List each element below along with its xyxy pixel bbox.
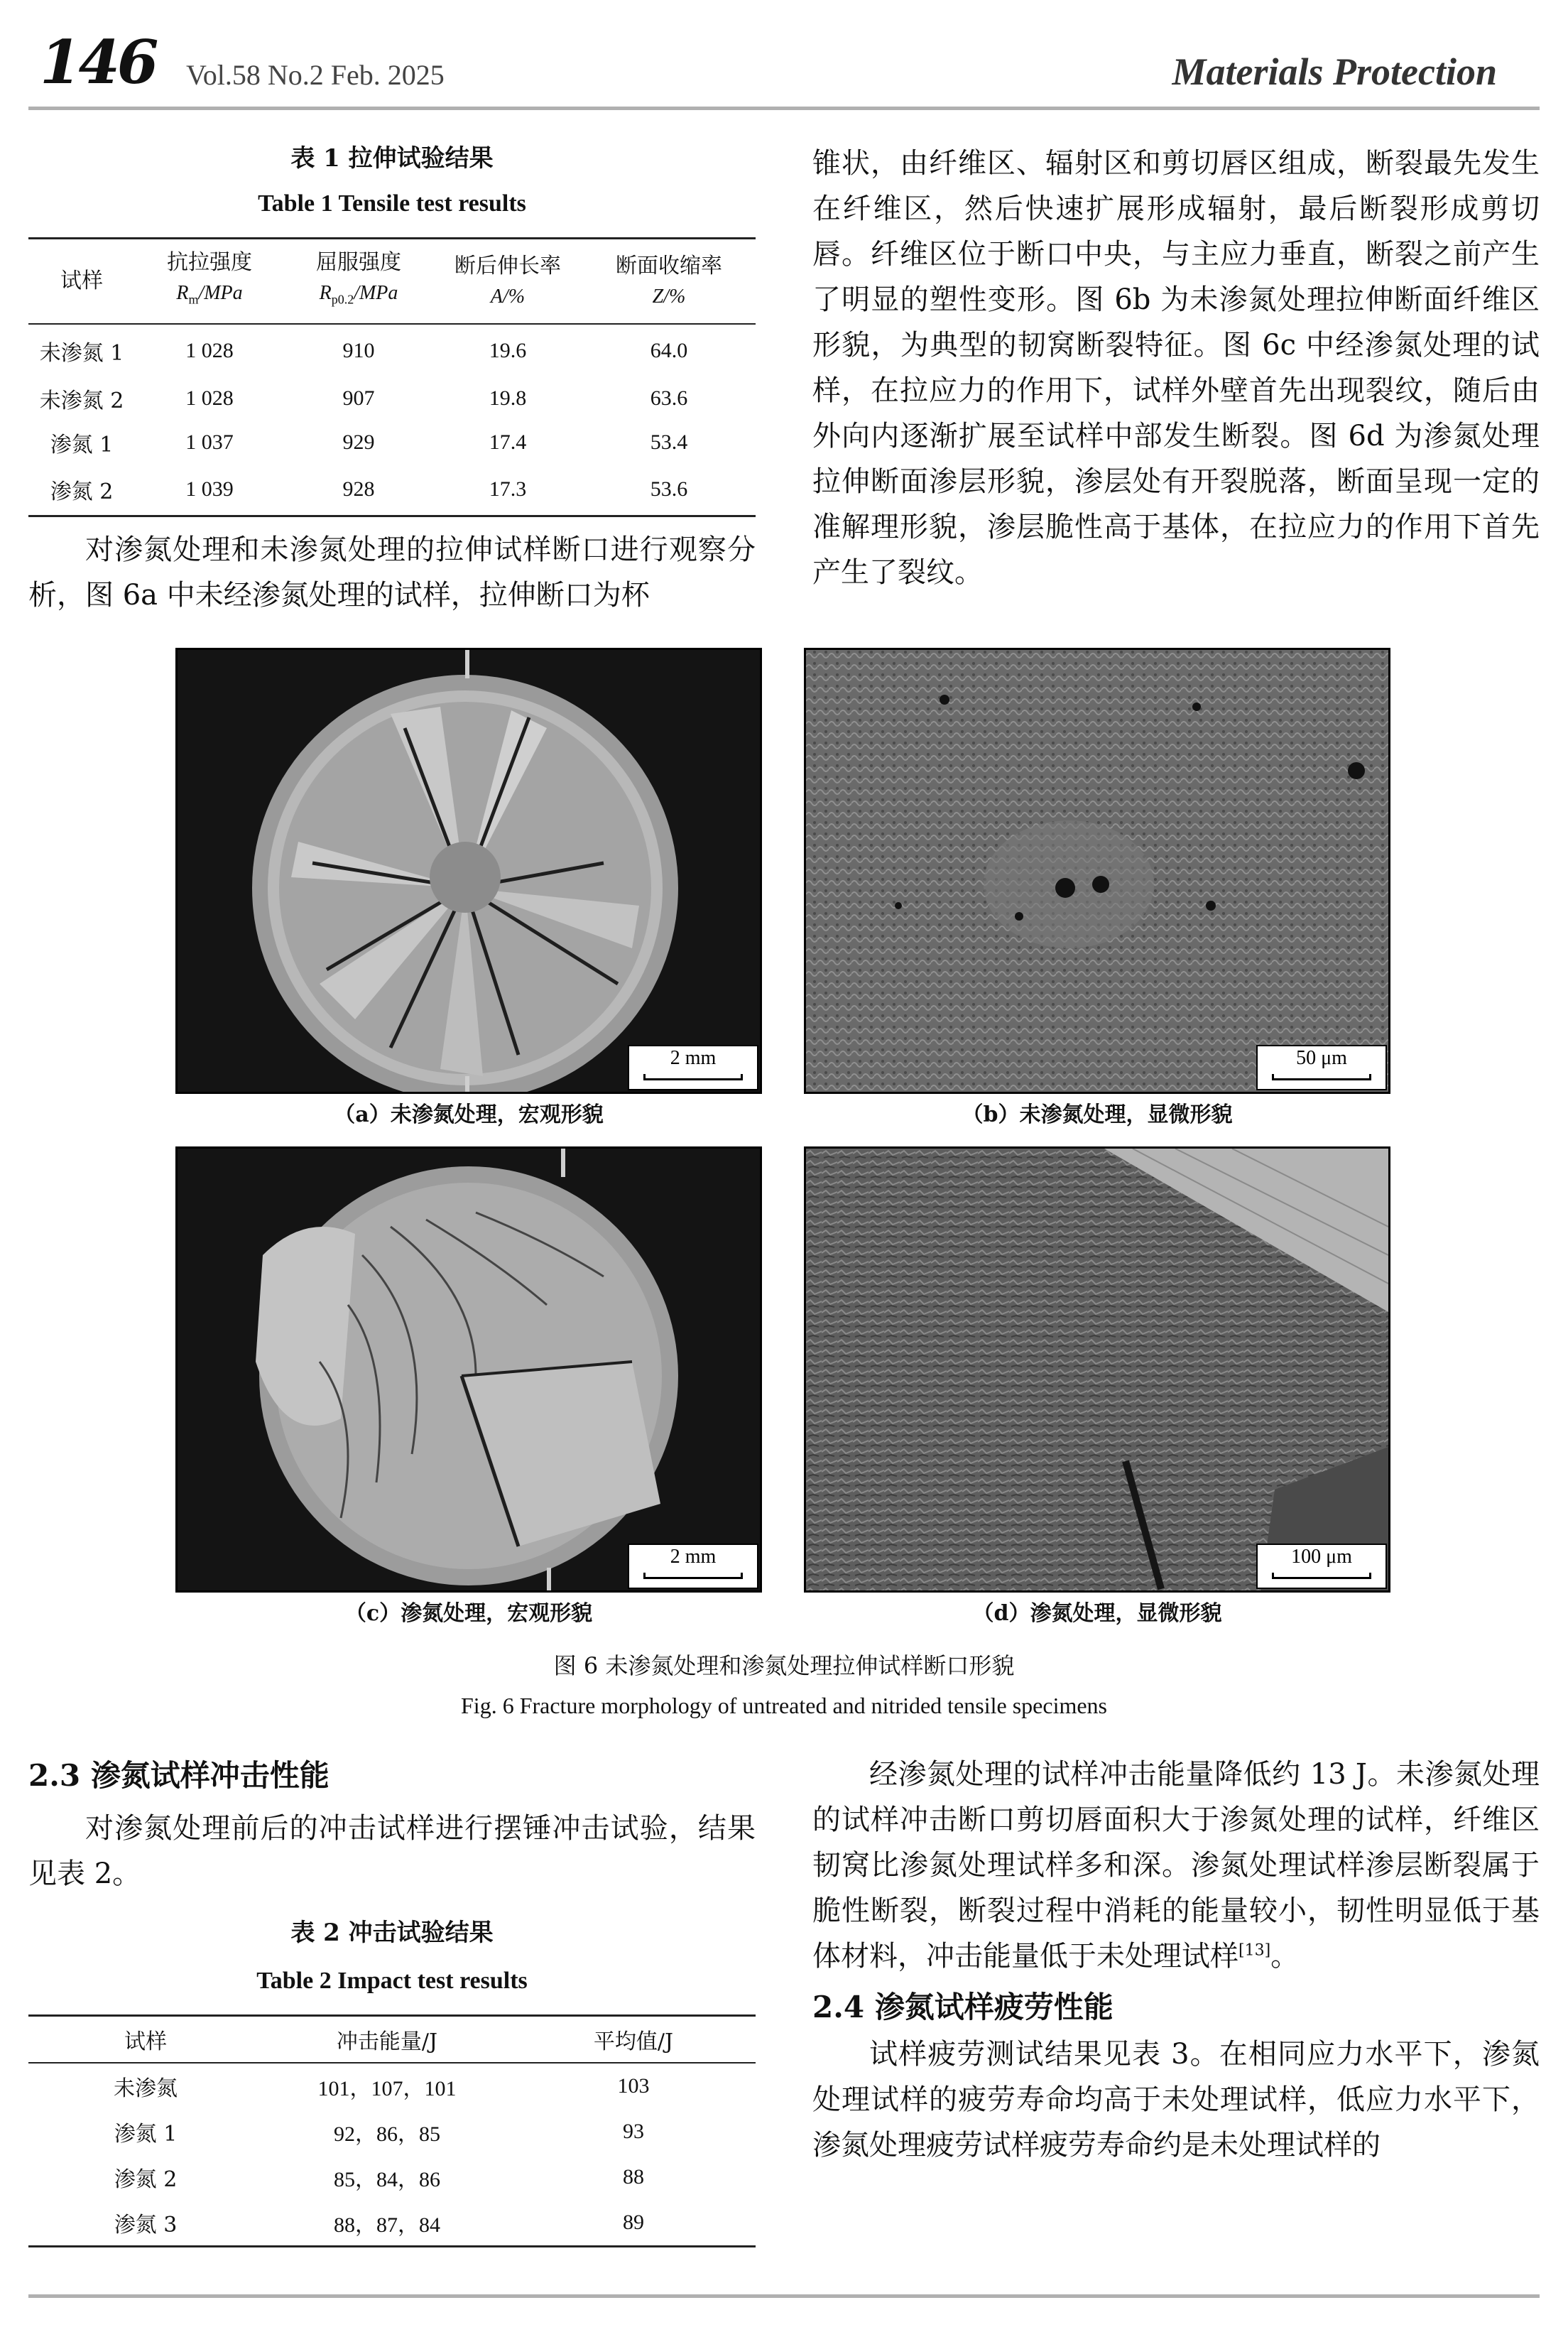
table2-header: 试样 — [124, 2029, 167, 2054]
table1-header: 屈服强度 $R_{p0.2}$/MPa — [316, 250, 401, 307]
paragraph: 锥状，由纤维区、辐射区和剪切唇区组成，断裂最先发生在纤维区，然后快速扩展形成辐射，最后断裂形成剪切唇。纤维区位于断口中央，与主应力垂直，断裂之前产生了明显的塑性变形。图 6b 为未渗氮处理拉伸断面纤维区形貌，为典型的韧窝断裂特征。图 6c 中经渗氮处理的试样，在拉应力的作用下，试样外壁首先出现裂纹，随后由外向内逐渐扩展至试样中部发生断裂。图 6d 为渗氮处理拉伸断面渗层形貌，渗层处有开裂脱落，断面呈现一定的准解理形貌，渗层脆性高于基体，在拉应力的作用下首先产生了裂纹。 — [812, 147, 1540, 589]
table-cell: 89 — [623, 2211, 644, 2234]
table-cell: 907 — [342, 386, 375, 410]
right-paragraph — [812, 141, 1540, 595]
table1-caption-en: Table 1 Tensile test results — [258, 190, 526, 217]
fracture-macro-untreated-image — [178, 650, 760, 1092]
figure6-caption-zh: 图 6 未渗氮处理和渗氮处理拉伸试样断口形貌 — [553, 1652, 1015, 1679]
paragraph: 经渗氮处理的试样冲击能量降低约 13 J。未渗氮处理的试样冲击断口剪切唇面积大于渗氮处理的试样，纤维区韧窝比渗氮处理试样多和深。渗氮处理试样渗层断裂属于脆性断裂，断裂过程中消耗的能量较小，韧性明显低于基体材料，冲击能量低于未处理试样[13]。 — [812, 1758, 1540, 1973]
table-cell: 19.6 — [489, 338, 527, 362]
paragraph: 试样疲劳测试结果见表 3。在相同应力水平下，渗氮处理试样的疲劳寿命均高于未处理试样，低应力水平下，渗氮处理疲劳试样疲劳寿命约是未处理试样的 — [812, 2038, 1540, 2162]
table-row — [28, 2154, 756, 2200]
table1-header: 断面收缩率 Z/% — [616, 253, 722, 308]
table-cell: 92，86，85 — [334, 2122, 440, 2146]
table-cell: 渗氮 3 — [114, 2213, 178, 2238]
table1-header: 断后伸长率 A/% — [454, 253, 561, 308]
table-row — [28, 421, 756, 465]
table-cell: 1 028 — [185, 338, 234, 362]
table-cell: 101，107，101 — [317, 2077, 457, 2100]
figure6c-image — [175, 1146, 762, 1593]
fracture-micro-untreated-image — [806, 650, 1388, 1092]
table-cell: 未渗氮 1 — [39, 340, 124, 366]
table2-header: 冲击能量/J — [336, 2029, 438, 2054]
scale-bar: 100 μm — [1256, 1544, 1387, 1589]
table-cell: 53.4 — [650, 430, 688, 454]
table-cell: 63.6 — [650, 386, 688, 410]
table2-header: 平均值/J — [593, 2029, 674, 2054]
paragraph: 对渗氮处理和未渗氮处理的拉伸试样断口进行观察分析，图 6a 中未经渗氮处理的试样，拉伸断口为杯 — [28, 533, 756, 612]
scale-bar: 2 mm — [628, 1544, 758, 1589]
table2-caption-zh: 表 2 冲击试验结果 — [290, 1919, 494, 1947]
figure6d-caption: （d）渗氮处理，显微形貌 — [972, 1601, 1222, 1626]
table-cell: 渗氮 1 — [50, 433, 114, 457]
table2-header-row — [28, 2016, 756, 2063]
table-cell: 1 028 — [185, 386, 234, 410]
table-cell: 19.8 — [489, 386, 527, 410]
section-heading-2-4: 2.4 渗氮试样疲劳性能 — [812, 1990, 1114, 2024]
fracture-macro-nitrided-image — [178, 1149, 760, 1590]
table-cell: 渗氮 2 — [50, 479, 114, 505]
table1-header: 抗拉强度 $R_m$/MPa — [167, 250, 252, 307]
figure6c-caption: （c）渗氮处理，宏观形貌 — [344, 1601, 593, 1626]
table-row — [28, 2200, 756, 2247]
section-heading-2-3: 2.3 渗氮试样冲击性能 — [28, 1758, 330, 1793]
figure6a-image — [175, 648, 762, 1094]
table1-header-row — [28, 239, 756, 325]
table-row — [28, 324, 756, 376]
page-number: 146 — [40, 27, 156, 97]
table-cell: 未渗氮 — [114, 2076, 178, 2101]
table-cell: 1 039 — [185, 477, 234, 501]
figure6b-caption: （b）未渗氮处理，显微形貌 — [962, 1102, 1233, 1127]
table-cell: 未渗氮 2 — [39, 389, 124, 413]
table-row — [28, 376, 756, 421]
table-row — [28, 2109, 756, 2154]
table-cell: 85，84，86 — [334, 2168, 440, 2191]
journal-name: Materials Protection — [1172, 50, 1497, 93]
table-row — [28, 465, 756, 516]
table-cell: 928 — [342, 477, 375, 501]
table2 — [28, 2014, 756, 2247]
citation-ref[interactable]: [13] — [1238, 1941, 1271, 1960]
table2-caption-en: Table 2 Impact test results — [256, 1968, 528, 1994]
table-cell: 93 — [623, 2120, 644, 2143]
section23-paragraph — [28, 1806, 756, 1897]
table-cell: 64.0 — [650, 338, 688, 362]
fracture-micro-nitrided-image — [806, 1149, 1388, 1590]
table1-block — [28, 141, 756, 517]
table1 — [28, 237, 756, 517]
table-cell: 929 — [342, 430, 375, 454]
figure6-caption-en: Fig. 6 Fracture morphology of untreated and nitrided tensile specimens — [461, 1693, 1107, 1718]
left-paragraph — [28, 527, 756, 618]
table-cell: 17.3 — [489, 477, 527, 501]
table-cell: 88，87，84 — [334, 2213, 440, 2237]
table-cell: 88 — [623, 2165, 644, 2189]
table-row — [28, 2063, 756, 2109]
table-cell: 53.6 — [650, 477, 688, 501]
figure6a-caption: （a）未渗氮处理，宏观形貌 — [334, 1102, 604, 1127]
table-cell: 1 037 — [185, 430, 234, 454]
table-cell: 910 — [342, 338, 375, 362]
footer-rule — [28, 2294, 1540, 2298]
table-cell: 渗氮 2 — [114, 2167, 178, 2192]
table1-header: 试样 — [60, 269, 103, 293]
volume-info: Vol.58 No.2 Feb. 2025 — [186, 59, 445, 91]
table2-block — [28, 1915, 756, 2247]
figure6d-image — [804, 1146, 1390, 1593]
table-cell: 103 — [617, 2074, 650, 2098]
figure6b-image — [804, 648, 1390, 1094]
table1-caption-zh: 表 1 拉伸试验结果 — [290, 144, 494, 173]
scale-bar: 2 mm — [628, 1045, 758, 1090]
right-bottom-text — [812, 1752, 1540, 2168]
scale-bar: 50 μm — [1256, 1045, 1387, 1090]
table-cell: 17.4 — [489, 430, 527, 454]
table-cell: 渗氮 1 — [114, 2122, 178, 2147]
paragraph: 对渗氮处理前后的冲击试样进行摆锤冲击试验，结果见表 2。 — [28, 1812, 756, 1890]
header-rule — [28, 107, 1540, 110]
